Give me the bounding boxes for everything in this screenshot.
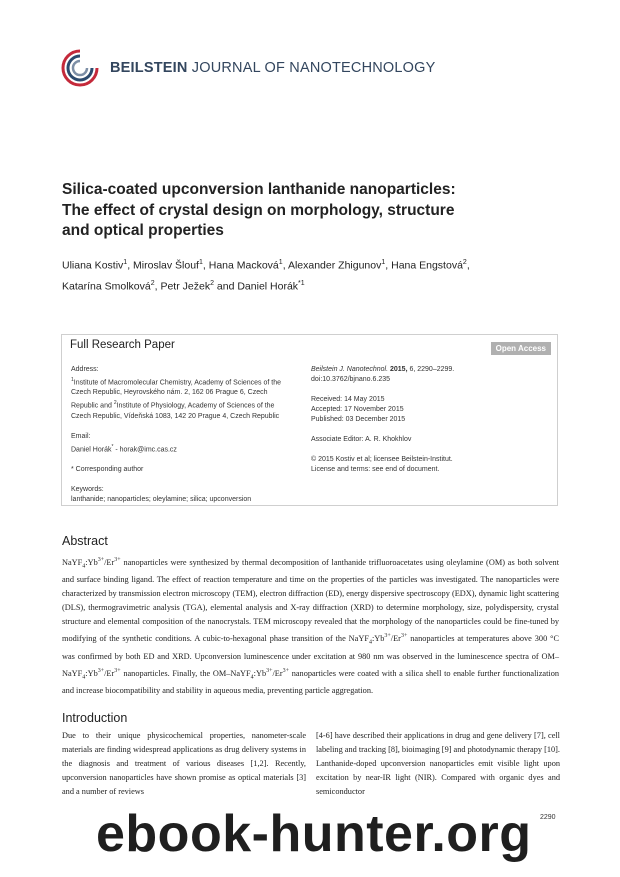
author-separator: , xyxy=(202,259,209,272)
citation-year: 2015, xyxy=(388,366,408,373)
corresponding-note: * Corresponding author xyxy=(71,465,144,473)
author: Daniel Horák xyxy=(237,280,299,292)
affiliation-number: 1 xyxy=(71,377,74,383)
keywords-label: Keywords: xyxy=(71,485,104,493)
article-info-box xyxy=(61,334,558,506)
email-address[interactable]: - horak@imc.cas.cz xyxy=(113,445,177,453)
author: Petr Ježek xyxy=(160,280,211,292)
license-block xyxy=(311,455,551,475)
copyright-text: © 2015 Kostiv et al; licensee Beilstein-Institut. xyxy=(311,456,453,463)
email-author: Daniel Horák xyxy=(71,445,112,453)
affiliation-text: Institute of Physiology, Academy of Sciences of the Czech Republic, Vídeňská 1083, 142 20 Prague 4, Czech Republic xyxy=(71,402,280,420)
author-affiliation: *1 xyxy=(298,279,305,287)
author-line-1 xyxy=(62,254,562,275)
chem-formula: $NaYF_4:Yb^{3+}/Er^{3+}$ xyxy=(62,667,121,681)
title-line: The effect of crystal design on morphology, structure xyxy=(62,201,455,219)
author: Katarína Smolková xyxy=(62,280,151,292)
journal-logo-icon xyxy=(60,48,100,88)
abstract-text: $NaYF_4:Yb^{3+}/Er^{3+}$ nanoparticles were synthesized by thermal decomposition of lanthanide trifluoroacetates using oleylamine (OM) as both solvent and surface binding ligand. The effect of reaction temperature and time on the properties of the particles was investigated. The nanoparticles were characterized by transmission electron microscopy (TEM), electron diffraction (ED), energy dispersive spectroscopy (EDX), dynamic light scattering (DLS), thermogravimetric analysis (TGA), elemental analysis and X-ray diffraction (XRD) to determine morphology, size, polydispersity, crystal structure and elemental composition of the nanocrystals. TEM microscopy revealed that the morphology of the nanoparticles could be fine-tuned by modifying of the synthetic conditions. A cubic-to-hexagonal phase transition of the $NaYF_4:Yb^{3+}/Er^{3+}$ nanoparticles at temperatures above 300 °C was confirmed by both ED and XRD. Upconversion luminescence under excitation at 980 nm was observed in the luminescence spectra of $OM-NaYF_4:Yb^{3+}/Er^{3+}$ nanoparticles. Finally, the $OM-NaYF_4:Yb^{3+}/Er^{3+}$ nanoparticles were coated with a silica shell to enable further functionalization and increase biocompatibility and stability in aqueous media, preventing particle aggregation. xyxy=(62,557,559,696)
address-block xyxy=(71,365,296,422)
open-access-badge[interactable]: Open Access xyxy=(491,342,551,355)
watermark: ebook-hunter.org xyxy=(96,805,532,863)
author: Hana Engstová xyxy=(391,259,463,272)
info-left-column xyxy=(71,365,296,515)
page-number: 2290 xyxy=(540,814,556,821)
author-separator: , xyxy=(127,259,134,272)
email-label: Email: xyxy=(71,432,91,440)
chem-formula: $NaYF_4:Yb^{3+}/Er^{3+}$ xyxy=(230,667,290,681)
received-date: Received: 14 May 2015 xyxy=(311,396,385,403)
info-right-column xyxy=(311,365,551,485)
keywords-text: lanthanide; nanoparticles; oleylamine; silica; upconversion xyxy=(71,495,252,503)
author: Hana Macková xyxy=(208,259,279,272)
article-type: Full Research Paper xyxy=(70,339,175,351)
author-affiliation: 2 xyxy=(150,279,155,287)
author: Miroslav Šlouf xyxy=(133,259,199,272)
title-line: and optical properties xyxy=(62,222,224,239)
author-affiliation: 1 xyxy=(278,259,283,266)
author: Uliana Kostiv xyxy=(62,259,124,272)
author-affiliation: 2 xyxy=(210,279,214,287)
author-separator: , xyxy=(154,280,161,292)
author-affiliation: 1 xyxy=(198,259,203,266)
dates-block xyxy=(311,395,551,425)
journal-header xyxy=(60,48,436,88)
license-text[interactable]: License and terms: see end of document. xyxy=(311,466,440,473)
author-separator: , xyxy=(466,259,470,272)
chem-formula: $NaYF_4:Yb^{3+}/Er^{3+}$ xyxy=(62,557,121,570)
author-affiliation: 1 xyxy=(381,259,386,266)
citation-volume: 6, 2290–2299. xyxy=(407,366,455,373)
author-line-2 xyxy=(62,275,562,296)
journal-name: BEILSTEIN JOURNAL OF NANOTECHNOLOGY xyxy=(110,60,436,76)
keywords-block xyxy=(71,485,296,505)
article-title xyxy=(62,180,562,242)
doi[interactable]: doi:10.3762/bjnano.6.235 xyxy=(311,376,391,383)
affiliation-number: 2 xyxy=(113,400,117,407)
email-star: * xyxy=(111,443,114,450)
email-block xyxy=(71,432,296,455)
published-date: Published: 03 December 2015 xyxy=(311,416,406,423)
author: Alexander Zhigunov xyxy=(287,259,382,272)
introduction-right-column: [4-6] have described their applications in drug and gene delivery [7], cell labeling and tracking [8], bioimaging [9] and photodynamic therapy [10]. Lanthanide-doped upconversion nanoparticles emit visible light upon excitation by near-IR light (NIR). Compared with organic dyes and semiconductor xyxy=(316,731,560,796)
author-separator: and xyxy=(213,280,238,292)
affiliation-text: Institute of Macromolecular Chemistry, Academy of Sciences of the Czech Republic, Heyrovského nám. 2, 162 06 Prague 6, Czech Republic and xyxy=(71,379,282,410)
author-separator: , xyxy=(282,259,288,272)
accepted-date: Accepted: 17 November 2015 xyxy=(311,406,404,413)
title-line: Silica-coated upconversion lanthanide nanoparticles: xyxy=(62,181,456,198)
address-label: Address: xyxy=(71,366,99,373)
introduction-heading: Introduction xyxy=(62,711,128,725)
author-list xyxy=(62,254,562,295)
abstract-heading: Abstract xyxy=(62,534,108,548)
citation-journal: Beilstein J. Nanotechnol. xyxy=(311,366,389,373)
introduction-left-column: Due to their unique physicochemical properties, nanometer-scale materials are finding widespread applications as drug delivery systems in the diagnosis and treatment of various diseases [1,2]. Recently, upconversion nanoparticles have shown promise as optical materials [3] and a number of reviews xyxy=(62,731,306,796)
citation-block xyxy=(311,365,551,385)
author-affiliation: 2 xyxy=(462,259,467,266)
author-separator: , xyxy=(385,259,392,272)
author-affiliation: 1 xyxy=(123,259,128,266)
chem-formula: $NaYF_4:Yb^{3+}/Er^{3+}$ xyxy=(348,633,408,646)
associate-editor: Associate Editor: A. R. Khokhlov xyxy=(311,436,412,443)
